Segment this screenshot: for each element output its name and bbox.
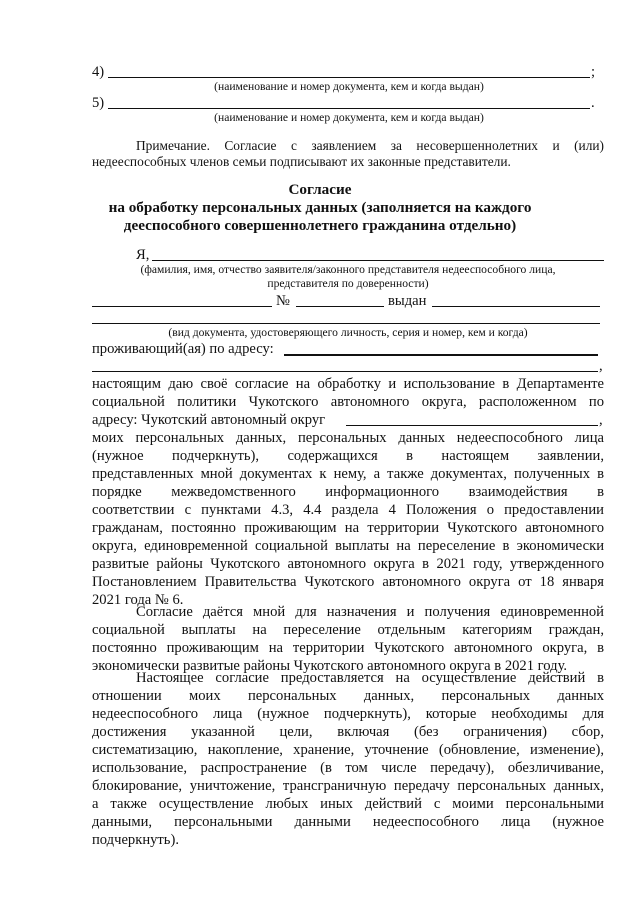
item-5-number: 5) — [92, 95, 105, 111]
p3-line-10: подчеркнуть). — [92, 832, 179, 848]
p1-line-8: соответствии с пунктами 4.3, 4.4 раздела 4 Положения о предоставлении — [92, 502, 604, 518]
p3-line-1: Настоящее согласие предоставляется на осуществление действий в — [136, 670, 604, 686]
p1-line-3: адресу: Чукотский автономный округ — [92, 412, 326, 428]
item-4-blank-line — [108, 77, 590, 78]
title-line-1: Согласие — [288, 181, 352, 198]
note-line-1: Примечание. Согласие с заявлением за несовершеннолетних и (или) — [136, 138, 604, 153]
fio-blank-line — [152, 260, 604, 261]
item-4-caption: (наименование и номер документа, кем и когда выдан) — [214, 80, 484, 93]
address-end-comma: , — [599, 358, 603, 374]
item-5-end: . — [591, 95, 595, 111]
title-line-2: на обработку персональных данных (заполняется на каждого — [108, 199, 532, 216]
doc-caption: (вид документа, удостоверяющего личность, серия и номер, кем и когда) — [168, 326, 528, 339]
address-blank-line-1 — [284, 354, 598, 356]
p2-line-2: социальной выплаты на переселение отдельным категориям граждан, — [92, 622, 604, 638]
department-address-blank-line — [346, 425, 598, 426]
item-4-end: ; — [591, 64, 596, 80]
p3-line-4: достижения указанной цели, включая (без ограничения) сбор, — [92, 724, 604, 740]
p1-line-7: порядке межведомственного информационного взаимодействия в — [92, 484, 604, 500]
fio-caption-line-1: (фамилия, имя, отчество заявителя/законного представителя недееспособного лица, — [140, 263, 556, 276]
p1-line-3-comma: , — [599, 412, 603, 428]
p1-line-12: Постановлением Правительства Чукотского автономного округа от 18 января — [92, 574, 604, 590]
p3-line-3: недееспособного лица (нужное подчеркнуть), которые необходимы для — [92, 706, 604, 722]
address-label: проживающий(ая) по адресу: — [92, 341, 274, 357]
fio-caption-line-2: представителя по доверенности) — [267, 277, 429, 290]
p2-line-1: Согласие даётся мной для назначения и получения единовременной — [136, 604, 604, 620]
issued-label: выдан — [388, 293, 427, 309]
p1-line-6: представленных мной документах к нему, а также документах, полученных в — [92, 466, 604, 482]
doc-type-blank-line — [92, 306, 272, 307]
p3-line-8: а также осуществление любых иных действий с моими персональными — [92, 796, 604, 812]
address-blank-line-2 — [92, 371, 598, 372]
p1-line-9: гражданам, постоянно проживающим на территории Чукотского автономного — [92, 520, 604, 536]
p3-line-7: блокирование, уничтожение, трансграничную передачу персональных данных, — [92, 778, 604, 794]
p1-line-4: моих персональных данных, персональных данных недееспособного лица — [92, 430, 604, 446]
note-line-2: недееспособных членов семьи подписывают их законные представители. — [92, 154, 511, 169]
doc-blank-line-2 — [92, 323, 600, 324]
p1-line-10: округа, единовременной социальной выплаты на переселение в экономически — [92, 538, 604, 554]
item-5-blank-line — [108, 108, 590, 109]
number-label: № — [276, 293, 290, 309]
p2-line-4: экономически развитые районы Чукотского автономного округа в 2021 году. — [92, 658, 568, 674]
p1-line-1: настоящим даю своё согласие на обработку и использование в Департаменте — [92, 376, 604, 392]
p2-line-3: постоянно проживающим на территории Чукотского автономного округа, в — [92, 640, 604, 656]
i-label: Я, — [136, 247, 150, 263]
p1-line-5: (нужное подчеркнуть), содержащихся в настоящем заявлении, — [92, 448, 604, 464]
p3-line-9: данными, персональными данными недееспособного лица (нужное — [92, 814, 604, 830]
p3-line-2: отношении моих персональных данных, персональных данных — [92, 688, 604, 704]
issued-by-blank-line — [432, 306, 600, 307]
item-4-number: 4) — [92, 64, 105, 80]
p3-line-6: использование, распространение (в том числе передачу), обезличивание, — [92, 760, 604, 776]
p1-line-13: 2021 года № 6. — [92, 592, 184, 608]
doc-number-blank-line — [296, 306, 384, 307]
title-line-3: дееспособного совершеннолетнего гражданина отдельно) — [123, 217, 517, 234]
p1-line-2: социальной политики Чукотского автономного округа, расположенном по — [92, 394, 604, 410]
p3-line-5: систематизацию, накопление, хранение, уточнение (обновление, изменение), — [92, 742, 604, 758]
item-5-caption: (наименование и номер документа, кем и когда выдан) — [214, 111, 484, 124]
p1-line-11: развитые районы Чукотского автономного округа в 2021 году, утвержденного — [92, 556, 604, 572]
